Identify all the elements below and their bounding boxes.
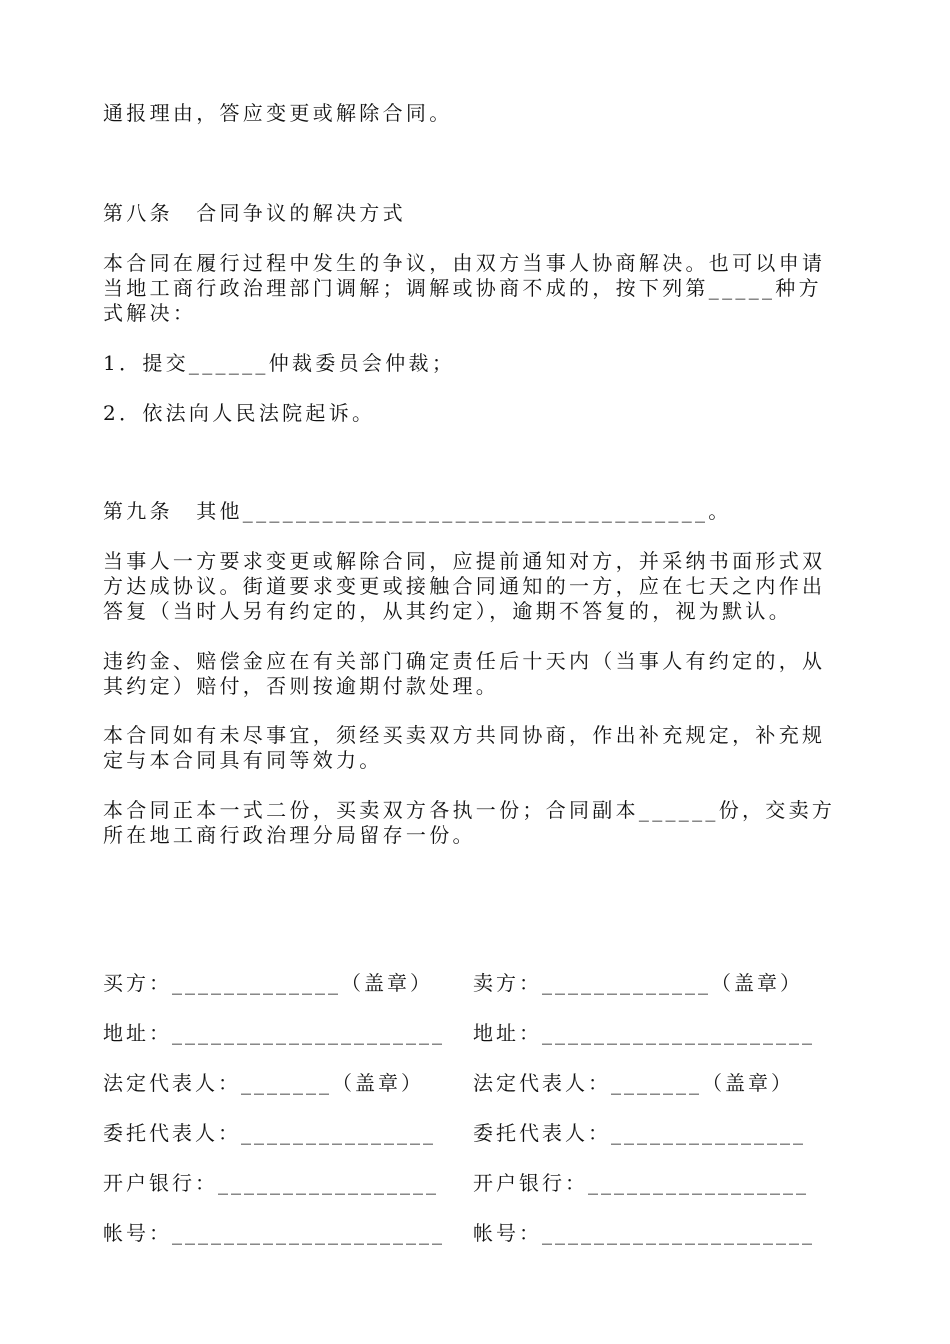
article8-option1: 1．提交______仲裁委员会仲裁； bbox=[103, 351, 456, 375]
article9-para2-line: 违约金、赔偿金应在有关部门确定责任后十天内（当事人有约定的，从 bbox=[103, 649, 826, 673]
seller-legal-rep-line: 法定代表人：_______（盖章） bbox=[473, 1071, 794, 1095]
buyer-name-line: 买方：_____________（盖章） bbox=[103, 971, 433, 995]
seller-address-line: 地址：_____________________ bbox=[473, 1021, 815, 1045]
buyer-legal-rep-line: 法定代表人：_______（盖章） bbox=[103, 1071, 424, 1095]
seller-name-line: 卖方：_____________（盖章） bbox=[473, 971, 803, 995]
continuation-text: 通报理由，答应变更或解除合同。 bbox=[103, 101, 453, 125]
article8-para-line: 本合同在履行过程中发生的争议，由双方当事人协商解决。也可以申请 bbox=[103, 251, 826, 275]
article9-para4-line: 本合同正本一式二份，买卖双方各执一份；合同副本______份，交卖方 bbox=[103, 798, 836, 822]
article8-para-line: 式解决： bbox=[103, 301, 197, 325]
seller-bank-line: 开户银行：_________________ bbox=[473, 1171, 809, 1195]
buyer-account-line: 帐号：_____________________ bbox=[103, 1221, 445, 1245]
article8-option2: 2．依法向人民法院起诉。 bbox=[103, 401, 376, 425]
article9-heading: 第九条 其他___________________________________。 bbox=[103, 499, 732, 523]
article9-para1-line: 方达成协议。街道要求变更或接触合同通知的一方，应在七天之内作出 bbox=[103, 574, 826, 598]
buyer-agent-line: 委托代表人：_______________ bbox=[103, 1121, 436, 1145]
article9-para3-line: 定与本合同具有同等效力。 bbox=[103, 748, 383, 772]
article9-para1-line: 当事人一方要求变更或解除合同，应提前通知对方，并采纳书面形式双 bbox=[103, 549, 826, 573]
seller-account-line: 帐号：_____________________ bbox=[473, 1221, 815, 1245]
buyer-address-line: 地址：_____________________ bbox=[103, 1021, 445, 1045]
buyer-bank-line: 开户银行：_________________ bbox=[103, 1171, 439, 1195]
article8-heading: 第八条 合同争议的解决方式 bbox=[103, 201, 406, 225]
article9-para4-line: 所在地工商行政治理分局留存一份。 bbox=[103, 823, 476, 847]
article8-para-line: 当地工商行政治理部门调解；调解或协商不成的，按下列第_____种方 bbox=[103, 276, 822, 300]
seller-agent-line: 委托代表人：_______________ bbox=[473, 1121, 806, 1145]
article9-para1-line: 答复（当时人另有约定的，从其约定），逾期不答复的，视为默认。 bbox=[103, 599, 792, 623]
article9-para3-line: 本合同如有未尽事宜，须经买卖双方共同协商，作出补充规定，补充规 bbox=[103, 723, 826, 747]
article9-para2-line: 其约定）赔付，否则按逾期付款处理。 bbox=[103, 674, 500, 698]
